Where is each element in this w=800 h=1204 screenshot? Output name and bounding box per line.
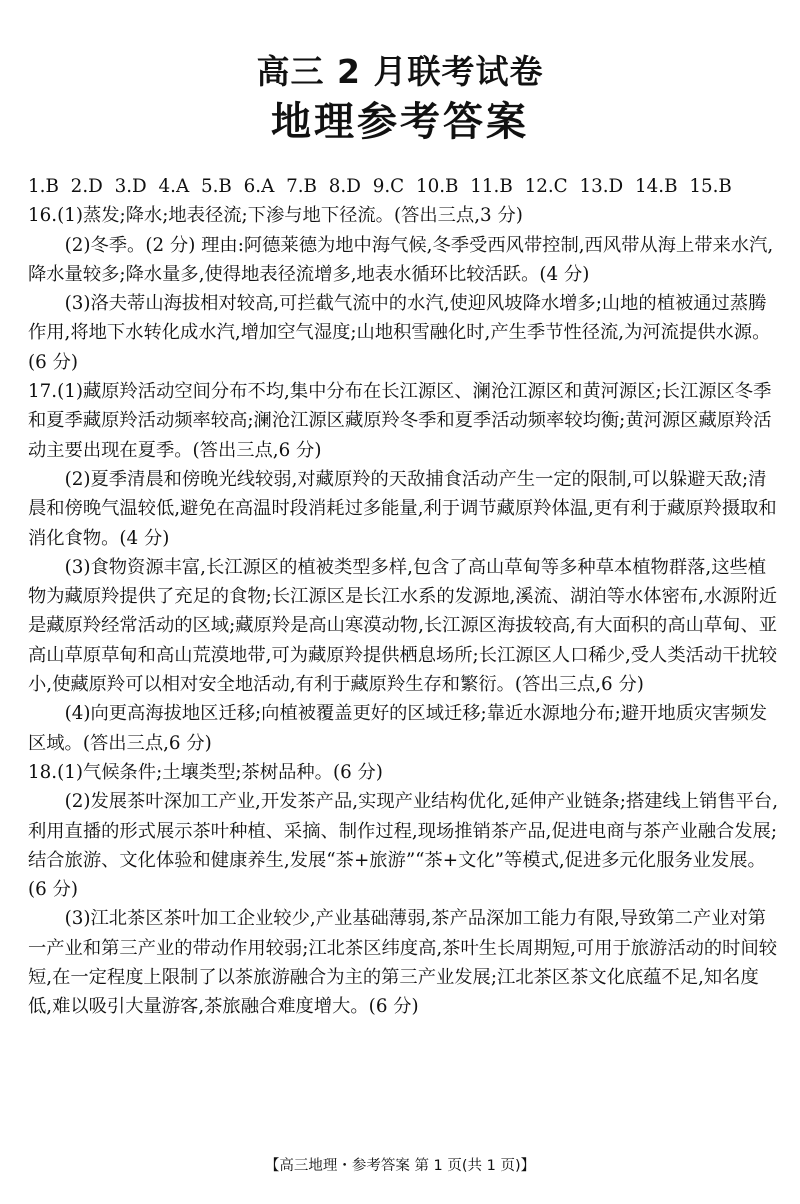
page-footer: 【高三地理・参考答案 第 1 页(共 1 页)】: [264, 1158, 536, 1174]
answer-key-title: 地理参考答案: [271, 99, 529, 145]
q17-part2: (2)夏季清晨和傍晚光线较弱,对藏原羚的天敌捕食活动产生一定的限制,可以躲避天敌;清晨和傍晚气温较低,避免在高温时段消耗过多能量,利于调节藏原羚体温,更有利于藏原羚摄取和消化食物。(4 分): [28, 468, 777, 549]
question-18: [28, 758, 780, 1022]
q16-part3: (3)洛夫蒂山海拔相对较高,可拦截气流中的水汽,使迎风坡降水增多;山地的植被通过蒸腾作用,将地下水转化成水汽,增加空气湿度;山地积雪融化时,产生季节性径流,为河流提供水源。(6 分): [28, 293, 771, 373]
q17-part1: 17.(1)藏原羚活动空间分布不均,集中分布在长江源区、澜沧江源区和黄河源区;长江源区冬季和夏季藏原羚活动频率较高;澜沧江源区藏原羚冬季和夏季活动频率较均衡;黄河源区藏原羚活动主要出现在夏季。(答出三点,6 分): [28, 381, 772, 461]
q17-part3: (3)食物资源丰富,长江源区的植被类型多样,包含了高山草甸等多种草本植物群落,这些植物为藏原羚提供了充足的食物;长江源区是长江水系的发源地,溪流、湖泊等水体密布,水源附近是藏原羚经常活动的区域;藏原羚是高山寒漠动物,长江源区海拔较高,有大面积的高山草甸、亚高山草原草甸和高山荒漠地带,可为藏原羚提供栖息场所;长江源区人口稀少,受人类活动干扰较小,使藏原羚可以相对安全地活动,有利于藏原羚生存和繁衍。(答出三点,6 分): [28, 556, 778, 696]
multiple-choice-answers: 1.B 2.D 3.D 4.A 5.B 6.A 7.B 8.D 9.C 10.B 11.B 12.C 13.D 14.B 15.B: [28, 176, 732, 197]
q17-part4: (4)向更高海拔地区迁移;向植被覆盖更好的区域迁移;靠近水源地分布;避开地质灾害频发区域。(答出三点,6 分): [28, 703, 768, 754]
q16-part2: (2)冬季。(2 分) 理由:阿德莱德为地中海气候,冬季受西风带控制,西风带从海上带来水汽,降水量较多;降水量多,使得地表径流增多,地表水循环比较活跃。(4 分): [28, 234, 774, 285]
q18-part1: 18.(1)气候条件;土壤类型;茶树品种。(6 分): [28, 761, 383, 783]
exam-title: 高三 2 月联考试卷: [256, 52, 544, 91]
question-16: [28, 201, 780, 377]
q18-part2: (2)发展茶叶深加工产业,开发茶产品,实现产业结构优化,延伸产业链条;搭建线上销售平台,利用直播的形式展示茶叶种植、采摘、制作过程,现场推销茶产品,促进电商与茶产业融合发展;结合旅游、文化体验和健康养生,发展“茶+旅游”“茶+文化”等模式,促进多元化服务业发展。(6 分): [28, 791, 779, 901]
q16-part1: 16.(1)蒸发;降水;地表径流;下渗与地下径流。(答出三点,3 分): [28, 205, 523, 227]
answer-content: [28, 172, 780, 1022]
q18-part3: (3)江北茶区茶叶加工企业较少,产业基础薄弱,茶产品深加工能力有限,导致第二产业对第一产业和第三产业的带动作用较弱;江北茶区纬度高,茶叶生长周期短,可用于旅游活动的时间较短,在一定程度上限制了以茶旅游融合为主的第三产业发展;江北茶区茶文化底蕴不足,知名度低,难以吸引大量游客,茶旅融合难度增大。(6 分): [28, 908, 778, 1018]
question-17: [28, 377, 780, 758]
